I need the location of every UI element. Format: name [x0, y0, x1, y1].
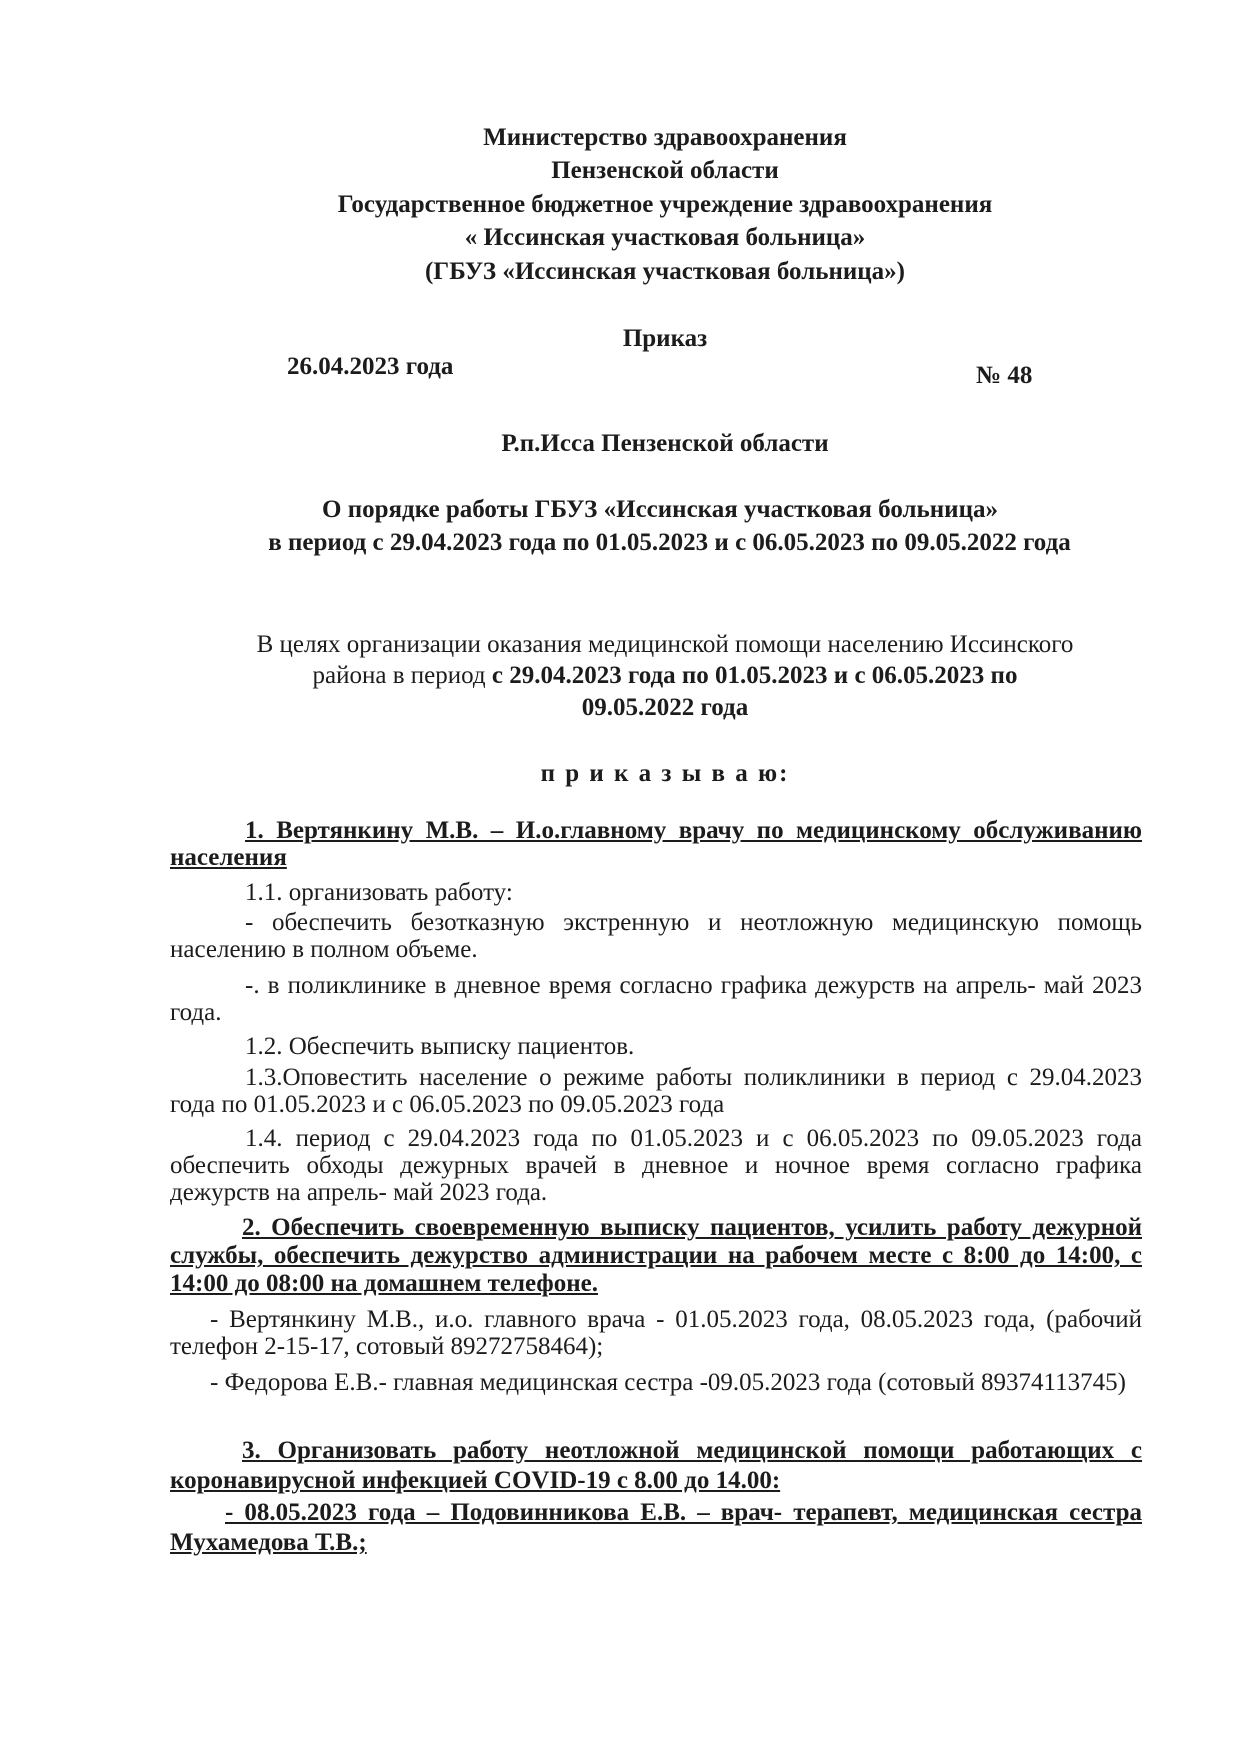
- item-1-3: 1.3.Оповестить население о режиме работы поликлиники в период с 29.04.2023 года по 01.05.2023 и с 06.05.2023 по 09.05.2023 года: [170, 1064, 1142, 1118]
- item-1-1-a: - обеспечить безотказную экстренную и неотложную медицинскую помощь населению в полном объеме.: [170, 909, 1142, 963]
- order-place: Р.п.Исса Пензенской области: [501, 430, 829, 457]
- preamble-line-1: В целях организации оказания медицинской помощи населению Иссинского: [256, 631, 1074, 658]
- item-1-heading: 1. Вертянкину М.В. – И.о.главному врачу по медицинскому обслуживанию населения: [170, 817, 1142, 871]
- item-2-b: - Федорова Е.В.- главная медицинская сестра -09.05.2023 года (сотовый 89374113745): [210, 1369, 1126, 1396]
- institution-name: Государственное бюджетное учреждение здравоохранения: [337, 191, 993, 218]
- preamble-line-2-bold: с 29.04.2023 года по 01.05.2023 и с 06.05.2023 по: [491, 662, 1018, 689]
- item-3-heading: 3. Организовать работу неотложной медицинской помощи работающих с коронавирусной инфекцией COVID-19 с 8.00 до 14.00:: [170, 1437, 1142, 1494]
- hospital-name: « Иссинская участковая больница»: [464, 224, 866, 251]
- item-3-a: - 08.05.2023 года – Подовинникова Е.В. – врач- терапевт, медицинская сестра Мухамедова Т.В.;: [170, 1499, 1142, 1556]
- subject-line-1: О порядке работы ГБУЗ «Иссинская участковая больница»: [322, 496, 998, 523]
- item-1-1-b: -. в поликлинике в дневное время согласно графика дежурств на апрель- май 2023 года.: [170, 972, 1142, 1026]
- item-1-1: 1.1. организовать работу:: [245, 879, 513, 906]
- ministry-name: Министерство здравоохранения: [483, 124, 847, 151]
- order-number: № 48: [976, 362, 1033, 389]
- preamble-line-2: [0, 662, 1240, 690]
- item-2-a: - Вертянкину М.В., и.о. главного врача - 01.05.2023 года, 08.05.2023 года, (рабочий телефон 2-15-17, сотовый 89272758464);: [170, 1306, 1142, 1360]
- subject-line-2: в период с 29.04.2023 года по 01.05.2023 и с 06.05.2023 по 09.05.2022 года: [268, 529, 1071, 556]
- item-1-2: 1.2. Обеспечить выписку пациентов.: [245, 1033, 635, 1060]
- order-date: 26.04.2023 года: [287, 353, 454, 380]
- region-name: Пензенской области: [551, 157, 779, 184]
- order-title: Приказ: [622, 325, 708, 352]
- preamble-line-2-plain: района в период: [312, 662, 492, 689]
- item-2-heading: 2. Обеспечить своевременную выписку пациентов, усилить работу дежурной службы, обеспечить дежурство администрации на рабочем месте с 8:00 до 14:00, с 14:00 до 08:00 на домашнем телефоне.: [170, 1214, 1142, 1297]
- order-command: п р и к а з ы в а ю:: [540, 760, 790, 787]
- hospital-abbr: (ГБУЗ «Иссинская участковая больница»): [424, 258, 906, 285]
- preamble-line-3: 09.05.2022 года: [581, 694, 749, 721]
- item-1-4: 1.4. период с 29.04.2023 года по 01.05.2023 и с 06.05.2023 по 09.05.2023 года обеспечить обходы дежурных врачей в дневное и ночное время согласно графика дежурств на апрель- май 2023 года.: [170, 1125, 1142, 1206]
